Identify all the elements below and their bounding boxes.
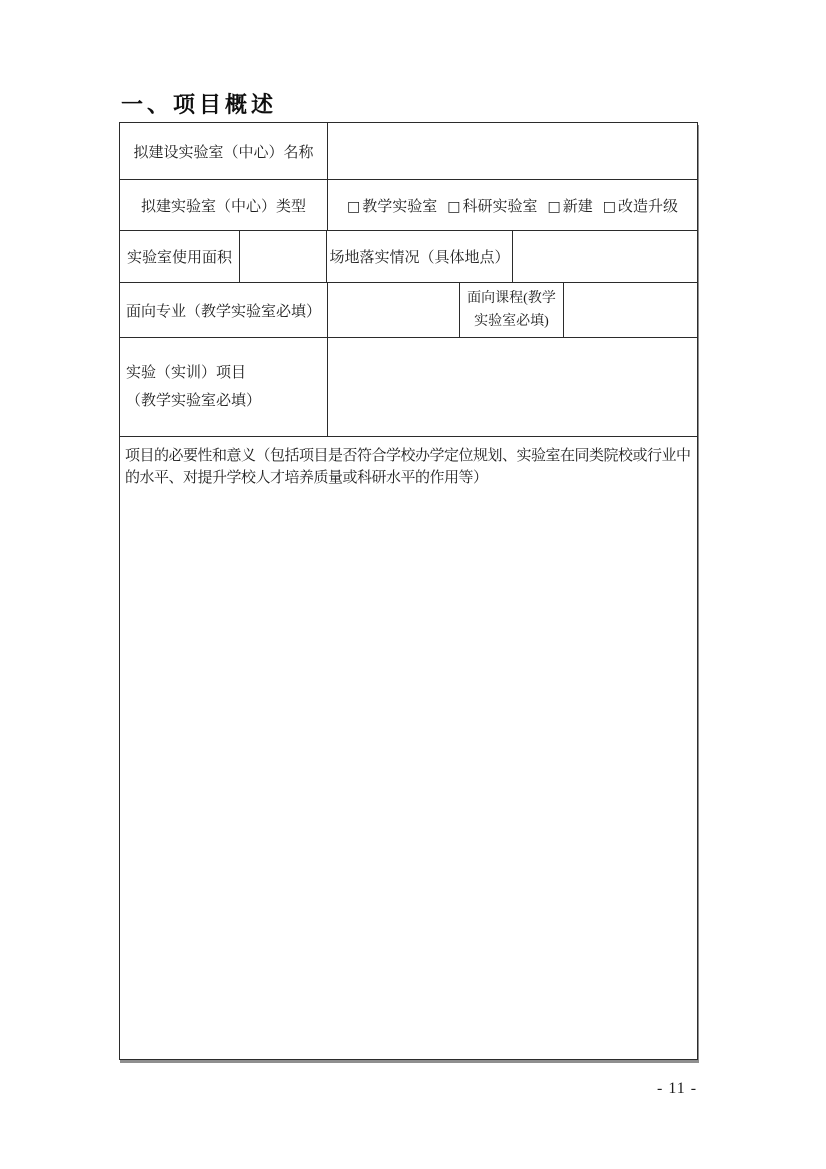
checkbox-icon: □ [447, 198, 461, 215]
checkbox-option-label: 教学实验室 [362, 198, 438, 215]
checkbox-option-new-build[interactable] [548, 195, 593, 216]
training-projects-label-line1: 实验（实训）项目 [126, 365, 247, 381]
project-overview-table [119, 122, 698, 1060]
checkbox-option-label: 科研实验室 [462, 198, 538, 215]
page-number: - 11 - [657, 1080, 698, 1097]
majors-label: 面向专业（教学实验室必填） [120, 283, 328, 338]
courses-label: 面向课程(教学实验室必填) [460, 283, 564, 338]
row-lab-type [120, 180, 697, 231]
majors-input-cell[interactable] [328, 283, 460, 338]
site-status-label: 场地落实情况（具体地点） [327, 231, 513, 283]
row-area-site [120, 231, 697, 283]
checkbox-icon: □ [347, 198, 361, 215]
training-projects-label [120, 338, 328, 437]
courses-input-cell[interactable] [564, 283, 697, 338]
row-majors-courses [120, 283, 697, 338]
checkbox-option-upgrade[interactable] [603, 195, 678, 216]
necessity-label: 项目的必要性和意义（包括项目是否符合学校办学定位规划、实验室在同类院校或行业中的水平、对提升学校人才培养质量或科研水平的作用等） [125, 448, 691, 486]
checkbox-option-research-lab[interactable] [447, 195, 537, 216]
checkbox-option-label: 改造升级 [617, 198, 678, 215]
row-necessity [120, 437, 697, 1059]
site-status-input-cell[interactable] [513, 231, 697, 283]
necessity-cell[interactable] [120, 437, 697, 1059]
lab-area-input-cell[interactable] [240, 231, 327, 283]
row-training-projects [120, 338, 697, 437]
lab-type-label: 拟建实验室（中心）类型 [120, 180, 328, 231]
checkbox-option-label: 新建 [562, 198, 593, 215]
lab-area-label: 实验室使用面积 [120, 231, 240, 283]
checkbox-option-teaching-lab[interactable] [347, 195, 437, 216]
checkbox-icon: □ [602, 198, 616, 215]
page-title: 一、项目概述 [121, 92, 278, 117]
lab-type-options-cell [328, 180, 697, 231]
lab-name-input-cell[interactable] [328, 123, 697, 180]
training-projects-label-line2: （教学实验室必填） [126, 393, 262, 409]
checkbox-icon: □ [547, 198, 561, 215]
lab-name-label: 拟建设实验室（中心）名称 [120, 123, 328, 180]
training-projects-input-cell[interactable] [328, 338, 697, 437]
row-lab-name [120, 123, 697, 180]
